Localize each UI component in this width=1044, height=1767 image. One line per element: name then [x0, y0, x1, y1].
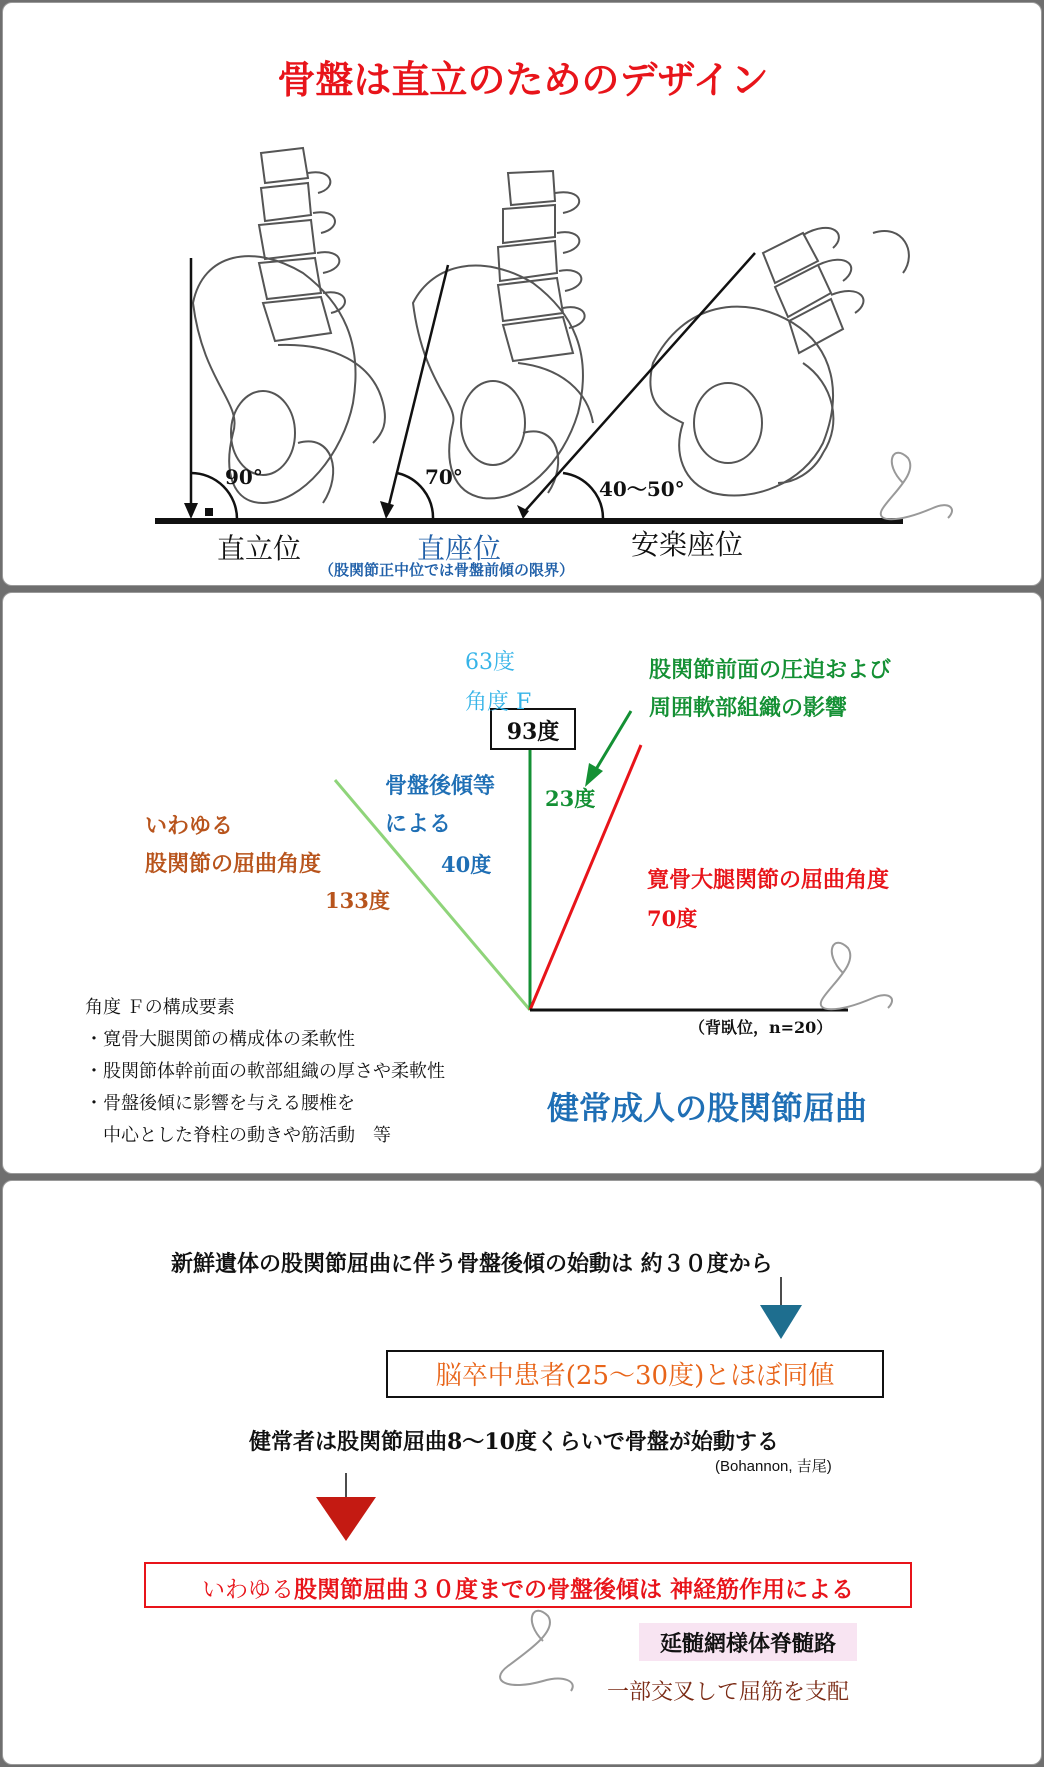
brown-label-line1: いわゆる — [145, 813, 234, 839]
components-title: 角度 Ｆの構成要素 — [85, 997, 235, 1018]
neuromuscular-prefix: いわゆる — [201, 1577, 294, 1603]
green-label-line1: 股関節前面の圧迫および — [649, 657, 892, 683]
signature-scribble — [821, 943, 892, 1009]
pathway-text: 延髄網様体脊髄路 — [659, 1631, 836, 1657]
cyan-63deg: 63度 — [465, 650, 515, 675]
flexor-control-text: 一部交叉して屈筋を支配 — [607, 1680, 850, 1705]
pelvis-sitting-drawing — [413, 171, 593, 498]
blue-label-line2: による — [385, 811, 452, 837]
slide-pelvis-design — [2, 2, 1042, 586]
label-standing: 直立位 — [217, 532, 302, 565]
stroke-patient-text: 脳卒中患者(25〜30度)とほぼ同値 — [435, 1361, 835, 1391]
angle-40-50-label: 40〜50° — [599, 477, 685, 501]
green-label-line2: 周囲軟部組織の影響 — [649, 695, 848, 721]
slide3-graphics — [3, 1181, 1042, 1765]
red-down-triangle — [316, 1497, 376, 1541]
pelvis-standing-drawing — [193, 148, 385, 503]
slide-hip-flexion — [2, 592, 1042, 1174]
neuromuscular-text — [145, 1571, 911, 1604]
slide1-title: 骨盤は直立のためのデザイン — [277, 57, 769, 102]
red-label-line1: 寛骨大腿関節の屈曲角度 — [647, 867, 890, 893]
component-item-1: ・寛骨大腿関節の構成体の柔軟性 — [85, 1029, 355, 1050]
supine-note: （背臥位，n=20） — [689, 1018, 833, 1037]
component-item-3: ・骨盤後傾に影響を与える腰椎を — [85, 1093, 355, 1114]
component-item-4: 中心とした脊柱の動きや筋活動 等 — [85, 1125, 391, 1146]
label-upright-sitting: 直座位 — [417, 532, 502, 565]
note-pelvic-limit: （股関節正中位では骨盤前傾の限界） — [319, 561, 575, 579]
slide2-heading: 健常成人の股関節屈曲 — [547, 1089, 868, 1127]
neuromuscular-main: 股関節屈曲３０度までの骨盤後傾は 神経筋作用による — [293, 1576, 854, 1603]
slide-pelvic-tilt-onset — [2, 1180, 1042, 1765]
citation: (Bohannon, 吉尾) — [715, 1458, 832, 1475]
cadaver-onset-text: 新鮮遺体の股関節屈曲に伴う骨盤後傾の始動は 約３０度から — [171, 1251, 773, 1277]
cyan-angle-f: 角度 F — [465, 690, 532, 715]
pelvis-illustrations — [3, 3, 1042, 586]
signature-scribble — [500, 1611, 573, 1691]
green-23deg: 23度 — [545, 786, 596, 811]
signature-scribble — [881, 453, 952, 519]
angle-90-label: 90° — [225, 465, 263, 489]
component-item-2: ・股関節体幹前面の軟部組織の厚さや柔軟性 — [85, 1061, 445, 1082]
arrow-23deg-shaft — [595, 711, 631, 771]
teal-down-triangle — [760, 1305, 802, 1339]
label-reclined-sitting: 安楽座位 — [631, 528, 744, 561]
brown-label-line2: 股関節の屈曲角度 — [145, 851, 322, 877]
blue-40deg: 40度 — [441, 852, 492, 877]
label-93deg: 93度 — [506, 719, 560, 745]
brown-133deg: 133度 — [325, 888, 390, 913]
red-label-line2: 70度 — [647, 906, 698, 931]
angle-70-label: 70° — [425, 465, 463, 489]
blue-label-line1: 骨盤後傾等 — [385, 773, 496, 799]
pelvis-reclined-drawing — [650, 228, 909, 496]
healthy-onset-text: 健常者は股関節屈曲8〜10度くらいで骨盤が始動する — [249, 1429, 779, 1455]
